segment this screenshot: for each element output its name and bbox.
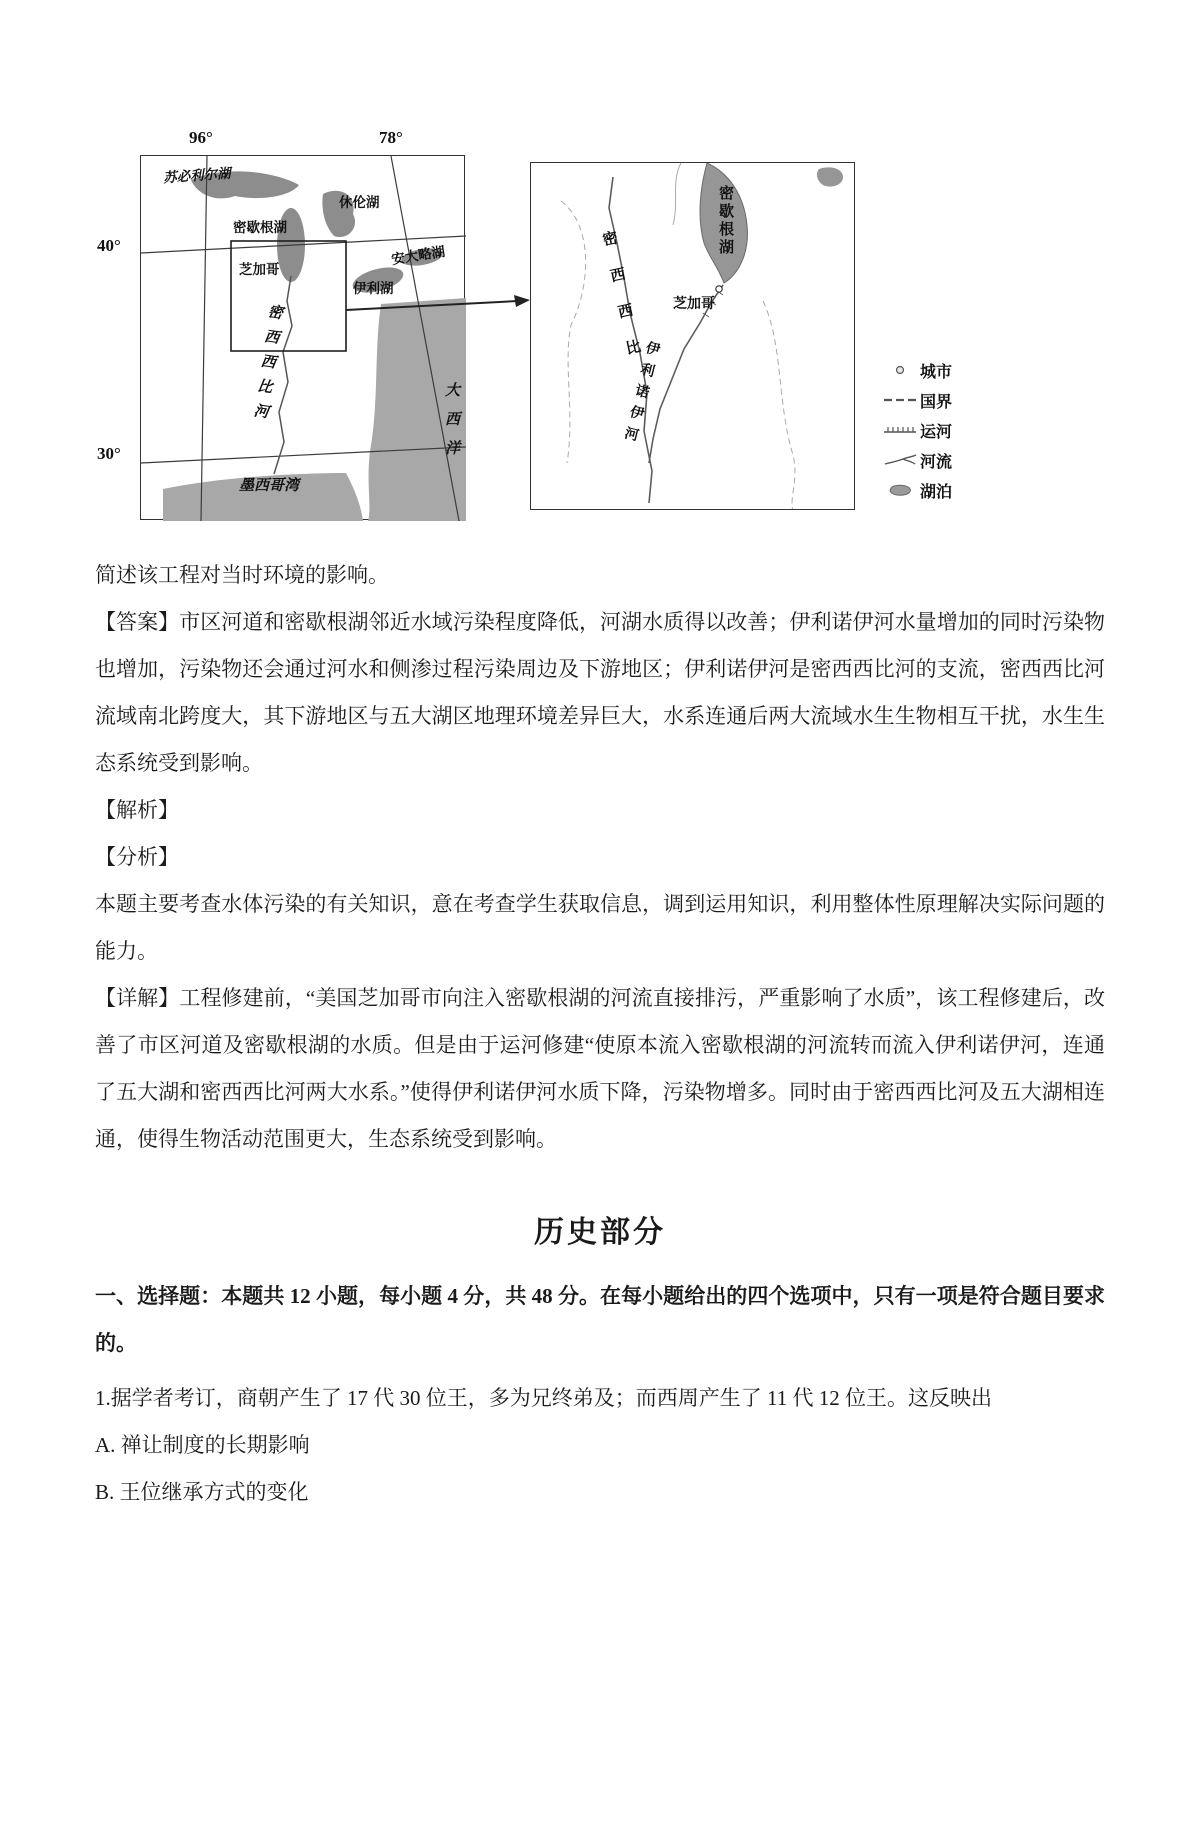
history-section-title: 历史部分 [534,1216,666,1249]
lake-ontario-label: 安大略湖 [390,243,447,268]
canal-icon [880,423,920,437]
detail-paragraph: 【详解】工程修建前，“美国芝加哥市向注入密歇根湖的河流直接排污，严重影响了水质”，该工程修建后，改善了市区河道及密歇根湖的水质。但是由于运河修建“使原本流入密歇根湖的河流转而流入伊利诺伊河，连通了五大湖和密西西比河两大水系。”使得伊利诺伊河水质下降，污染物增多。同时由于密西西比河及五大湖相连通，使得生物活动范围更大，生态系统受到影响。 [95,986,1105,1151]
legend-label: 湖泊 [920,483,953,501]
question-1-text: 1.据学者考订，商朝产生了 17 代 30 位王，多为兄终弟及；而西周产生了 11 代 12 位王。这反映出 [95,1386,992,1410]
answer-section [0,552,1200,1163]
gulf-of-mexico-label: 墨西哥湾 [239,478,300,494]
lake-michigan-label: 密歇根湖 [233,220,287,235]
lake-huron-label: 休伦湖 [339,195,380,210]
chicago-label: 芝加哥 [673,297,715,312]
lon-78-label: 78° [379,128,403,147]
question-1-option-b: B. 王位继承方式的变化 [95,1480,309,1504]
map-figure [0,128,1200,532]
legend-label: 国界 [920,393,953,411]
lake-icon [880,483,920,497]
map-legend [880,355,1010,505]
legend-item-canal [880,415,1010,445]
analysis-paragraph: 本题主要考查水体污染的有关知识，意在考查学生获取信息，调到运用知识，利用整体性原理解决实际问题的能力。 [95,892,1105,963]
mississippi-label: 密西西比 [599,229,646,378]
legend-label: 运河 [920,423,953,441]
lake-erie-label: 伊利湖 [353,281,394,296]
legend-item-river [880,445,1010,475]
lake-michigan-label: 密歇根湖 [717,185,733,257]
fenxi-tag: 【分析】 [95,845,179,869]
question-text: 简述该工程对当时环境的影响。 [95,563,389,587]
overview-map-art [141,156,466,521]
illinois-river-label: 伊利诺伊河 [619,339,661,450]
lon-96-label: 96° [189,128,213,147]
border-icon [880,393,920,407]
lat-40-label: 40° [97,236,121,255]
legend-item-lake [880,475,1010,505]
mississippi-river-label: 密西西比河 [249,302,283,429]
answer-paragraph: 【答案】市区河道和密歇根湖邻近水域污染程度降低，河湖水质得以改善；伊利诺伊河水量增加的同时污染物也增加，污染物还会通过河水和侧渗过程污染周边及下游地区；伊利诺伊河是密西西比河的支流，密西西比河流域南北跨度大，其下游地区与五大湖区地理环境差异巨大，水系连通后两大流域水生生物相互干扰，水生生态系统受到影响。 [95,610,1105,775]
atlantic-label: 大西洋 [443,382,459,469]
city-icon [880,363,920,377]
legend-label: 河流 [920,453,953,471]
lake-superior-label: 苏必利尔湖 [162,165,232,186]
lat-30-label: 30° [97,444,121,463]
river-icon [880,453,920,467]
history-section [0,1207,1200,1516]
question-1-option-a: A. 禅让制度的长期影响 [95,1433,310,1457]
detail-map-art [531,163,855,510]
legend-label: 城市 [920,363,953,381]
section-instructions: 一、选择题：本题共 12 小题，每小题 4 分，共 48 分。在每小题给出的四个选项中，只有一项是符合题目要求的。 [95,1284,1105,1355]
jiexi-tag: 【解析】 [95,798,179,822]
legend-item-border [880,385,1010,415]
detail-map [530,162,855,510]
overview-map [97,128,465,520]
chicago-label: 芝加哥 [239,262,280,277]
zoom-arrow-icon [346,292,532,323]
legend-item-city [880,355,1010,385]
